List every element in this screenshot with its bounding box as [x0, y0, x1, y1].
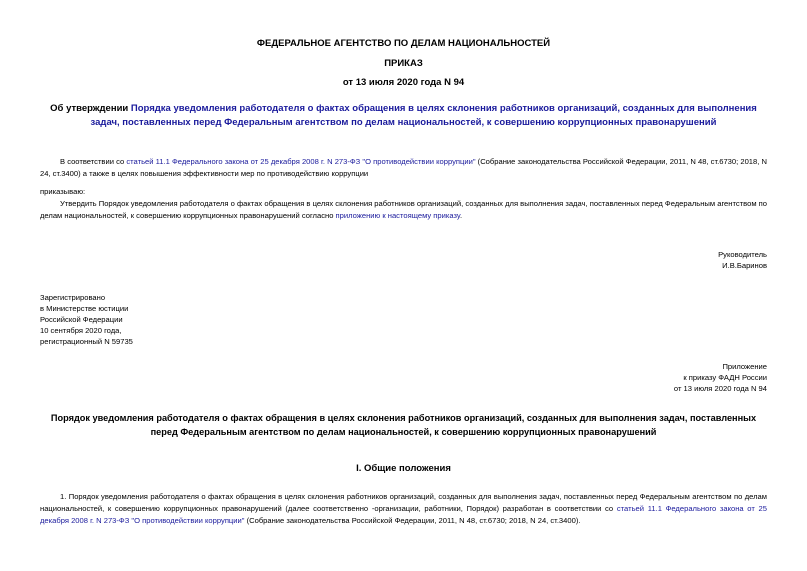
registration-line: в Министерстве юстиции: [40, 304, 129, 313]
section1-law-link[interactable]: статьей 11.1 Федерального закона от 25 декабря 2008 г. N 273-ФЗ "О противодействии коррупции": [40, 504, 767, 525]
preamble-text-2: (Собрание законодательства Российской Федерации, 2011, N 48, ст.6730; 2018, N 24, ст.3400) а также в целях повышения эффективности мер по противодействию коррупции: [40, 157, 767, 178]
section1-paragraph-1: [40, 491, 767, 527]
order-title-link[interactable]: Порядка уведомления работодателя о фактах обращения в целях склонения работников организаций, созданных для выполнения задач, поставленных перед Федеральным агентством по делам национальностей, к совершению коррупционных правонарушений: [90, 103, 757, 128]
section1-p1-text-2: (Собрание законодательства Российской Федерации, 2011, N 48, ст.6730; 2018, N 24, ст.3400).: [244, 516, 581, 525]
order-title: [40, 102, 767, 130]
signature-name: И.В.Баринов: [722, 261, 767, 270]
order-word: приказываю:: [40, 187, 86, 196]
clause-text-1: Утвердить Порядок уведомления работодателя о фактах обращения в целях склонения работников организаций, созданных для выполнения задач, поставленных перед Федеральным агентством по делам национальностей, к совершению коррупционных правонарушений согласно: [40, 199, 767, 220]
appendix-link[interactable]: приложению к настоящему приказу: [335, 211, 460, 220]
preamble-paragraph: [40, 156, 767, 180]
signature-block: [718, 249, 767, 271]
procedure-title: Порядок уведомления работодателя о фактах обращения в целях склонения работников организаций, созданных для выполнения задач, поставленных перед Федеральным агентством по делам национальностей, к совершению коррупционных правонарушений: [50, 413, 757, 437]
clause-text-2: .: [459, 211, 463, 220]
agency-name: ФЕДЕРАЛЬНОЕ АГЕНТСТВО ПО ДЕЛАМ НАЦИОНАЛЬНОСТЕЙ: [256, 38, 551, 49]
appendix-line: к приказу ФАДН России: [683, 373, 767, 382]
section1-p1-text-1: 1. Порядок уведомления работодателя о фактах обращения в целях склонения работников организаций, созданных для выполнения задач, поставленных перед Федеральным агентством по делам национальностей, к совершению коррупционных правонарушений (далее соответственно -организации, работники, Порядок) разработан в соответствии со: [40, 492, 767, 513]
appendix-line: Приложение: [722, 362, 767, 371]
signature-role: Руководитель: [718, 250, 767, 259]
preamble-text-1: В соответствии со: [60, 157, 127, 166]
registration-line: Зарегистрировано: [40, 293, 106, 302]
order-title-prefix: Об утверждении: [50, 103, 131, 114]
appendix-line: от 13 июля 2020 года N 94: [673, 384, 767, 393]
registration-block: [40, 292, 133, 347]
registration-line: Российской Федерации: [40, 315, 123, 324]
appendix-block: [674, 361, 767, 394]
doc-type: ПРИКАЗ: [384, 58, 423, 69]
registration-line: регистрационный N 59735: [40, 337, 133, 346]
registration-line: 10 сентября 2020 года,: [40, 326, 122, 335]
clause-paragraph: [40, 198, 767, 222]
preamble-law-link[interactable]: статьей 11.1 Федерального закона от 25 декабря 2008 г. N 273-ФЗ "О противодействии коррупции": [126, 157, 476, 166]
section-heading: I. Общие положения: [356, 463, 451, 474]
doc-date-number: от 13 июля 2020 года N 94: [342, 77, 465, 88]
